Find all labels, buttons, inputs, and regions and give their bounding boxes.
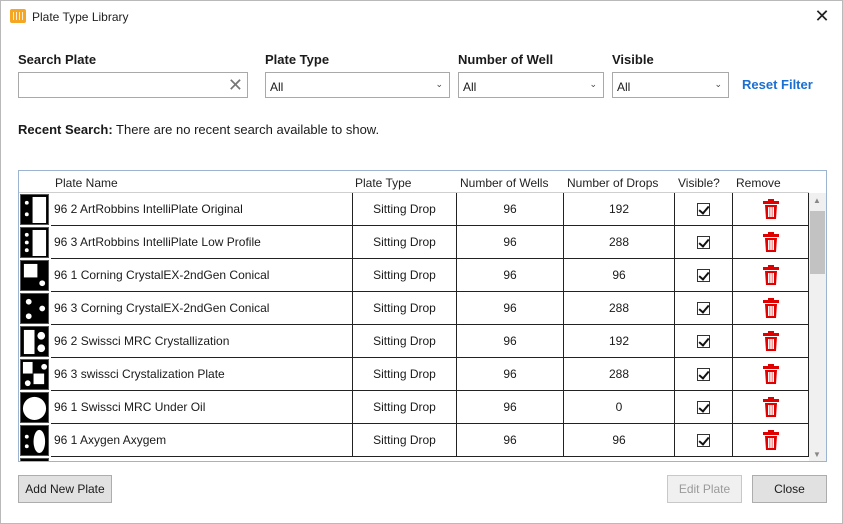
remove-cell	[733, 325, 809, 358]
number-of-wells-cell[interactable]	[457, 325, 564, 358]
visible-checkbox[interactable]	[697, 368, 710, 381]
number-of-drops-cell[interactable]	[564, 424, 675, 457]
number-of-well-select[interactable]	[458, 72, 604, 98]
visible-selected: All	[617, 80, 631, 94]
number-of-wells-cell[interactable]	[457, 358, 564, 391]
number-of-wells-cell-text: 96	[503, 367, 517, 381]
trash-icon[interactable]	[762, 231, 780, 253]
column-header-plate-type[interactable]: Plate Type	[355, 176, 412, 190]
plate-thumbnail	[20, 326, 49, 357]
visible-cell	[675, 259, 733, 292]
plate-type-cell[interactable]	[353, 259, 457, 292]
table-row[interactable]	[19, 325, 809, 358]
plate-name-cell-text: 96 2 Swissci MRC Crystallization	[54, 334, 230, 348]
number-of-drops-cell-text: 96	[612, 268, 626, 282]
number-of-wells-cell[interactable]	[457, 424, 564, 457]
plate-name-cell-text: 96 3 Corning CrystalEX-2ndGen Conical	[54, 301, 270, 315]
plate-type-select[interactable]	[265, 72, 450, 98]
visible-checkbox[interactable]	[697, 269, 710, 282]
plate-name-cell-text: 96 3 ArtRobbins IntelliPlate Low Profile	[54, 235, 261, 249]
plate-type-cell-text: Sitting Drop	[373, 334, 436, 348]
add-new-plate-button[interactable]: Add New Plate	[18, 475, 112, 503]
plate-name-cell[interactable]	[51, 226, 353, 259]
number-of-drops-cell[interactable]	[564, 193, 675, 226]
column-header-number-of-drops[interactable]: Number of Drops	[567, 176, 659, 190]
plate-type-cell[interactable]	[353, 325, 457, 358]
plate-type-cell-text: Sitting Drop	[373, 367, 436, 381]
plate-name-cell[interactable]	[51, 325, 353, 358]
trash-icon[interactable]	[762, 396, 780, 418]
number-of-drops-cell-text: 96	[612, 433, 626, 447]
number-of-drops-cell-text: 192	[608, 334, 630, 348]
trash-icon[interactable]	[762, 198, 780, 220]
search-plate-label: Search Plate	[18, 52, 97, 67]
remove-cell	[733, 226, 809, 259]
visible-cell	[675, 325, 733, 358]
number-of-wells-cell-text: 96	[503, 268, 517, 282]
number-of-wells-cell-text: 96	[503, 400, 517, 414]
trash-icon[interactable]	[762, 429, 780, 451]
number-of-wells-cell-text: 96	[503, 301, 517, 315]
close-button[interactable]: Close	[752, 475, 827, 503]
search-plate-input[interactable]	[19, 73, 247, 97]
remove-cell	[733, 193, 809, 226]
remove-cell	[733, 424, 809, 457]
plate-name-cell[interactable]	[51, 193, 353, 226]
number-of-wells-cell-text: 96	[503, 433, 517, 447]
remove-cell	[733, 259, 809, 292]
number-of-drops-cell-text: 288	[608, 301, 630, 315]
reset-filter-link[interactable]: Reset Filter	[742, 77, 813, 92]
visible-cell	[675, 226, 733, 259]
plate-thumbnail	[20, 458, 49, 462]
number-of-well-label: Number of Well	[458, 52, 554, 67]
plate-name-cell-text: 96 1 Axygen Axygem	[54, 433, 167, 447]
table-row[interactable]	[19, 424, 809, 457]
plate-thumbnail	[20, 425, 49, 456]
number-of-well-selected: All	[463, 80, 477, 94]
plate-thumbnail	[20, 194, 49, 225]
plate-type-cell-text: Sitting Drop	[373, 235, 436, 249]
visible-checkbox[interactable]	[697, 203, 710, 216]
number-of-drops-cell-text: 288	[608, 235, 630, 249]
trash-icon[interactable]	[762, 363, 780, 385]
plate-name-cell-text: 96 2 ArtRobbins IntelliPlate Original	[54, 202, 243, 216]
number-of-drops-cell-text: 0	[615, 400, 623, 414]
number-of-drops-cell[interactable]	[564, 391, 675, 424]
visible-cell	[675, 391, 733, 424]
visible-checkbox[interactable]	[697, 236, 710, 249]
plate-type-cell[interactable]	[353, 292, 457, 325]
number-of-drops-cell[interactable]	[564, 358, 675, 391]
visible-checkbox[interactable]	[697, 302, 710, 315]
plate-type-cell-text: Sitting Drop	[373, 433, 436, 447]
plate-thumbnail	[20, 227, 49, 258]
plate-type-cell[interactable]	[353, 193, 457, 226]
visible-cell	[675, 424, 733, 457]
remove-cell	[733, 292, 809, 325]
number-of-wells-cell[interactable]	[457, 193, 564, 226]
column-header-remove[interactable]: Remove	[736, 176, 781, 190]
plate-type-cell[interactable]	[353, 391, 457, 424]
trash-icon[interactable]	[762, 297, 780, 319]
scroll-thumb[interactable]	[810, 211, 825, 274]
plate-type-cell-text: Sitting Drop	[373, 301, 436, 315]
trash-icon[interactable]	[762, 264, 780, 286]
number-of-wells-cell[interactable]	[457, 391, 564, 424]
table-row[interactable]	[19, 292, 809, 325]
visible-label: Visible	[612, 52, 654, 67]
search-plate-field[interactable]	[18, 72, 248, 98]
window-title: Plate Type Library	[32, 10, 129, 24]
chevron-down-icon: ⌄	[589, 79, 597, 89]
plate-name-cell[interactable]	[51, 259, 353, 292]
column-header-number-of-wells[interactable]: Number of Wells	[460, 176, 549, 190]
number-of-wells-cell-text: 96	[503, 334, 517, 348]
scroll-down-icon[interactable]: ▼	[813, 450, 821, 459]
chevron-down-icon: ⌄	[435, 79, 443, 89]
plate-type-selected: All	[270, 80, 284, 94]
clear-search-icon[interactable]: ✕	[227, 75, 243, 95]
chevron-down-icon: ⌄	[714, 79, 722, 89]
visible-checkbox[interactable]	[697, 434, 710, 447]
visible-cell	[675, 358, 733, 391]
edit-plate-button[interactable]: Edit Plate	[667, 475, 742, 503]
number-of-drops-cell[interactable]	[564, 292, 675, 325]
table-header	[19, 171, 809, 193]
remove-cell	[733, 391, 809, 424]
recent-search	[18, 122, 379, 137]
remove-cell	[733, 358, 809, 391]
number-of-drops-cell-text: 288	[608, 367, 630, 381]
trash-icon[interactable]	[762, 330, 780, 352]
plate-thumbnail	[20, 392, 49, 423]
table-row[interactable]	[19, 226, 809, 259]
number-of-wells-cell-text: 96	[503, 235, 517, 249]
plate-type-cell-text: Sitting Drop	[373, 202, 436, 216]
table-row-partial	[19, 457, 809, 462]
scroll-up-icon[interactable]: ▲	[813, 196, 821, 205]
table-row[interactable]	[19, 391, 809, 424]
plate-name-cell[interactable]	[51, 292, 353, 325]
visible-checkbox[interactable]	[697, 335, 710, 348]
plate-name-cell-text: 96 1 Swissci MRC Under Oil	[54, 400, 206, 414]
number-of-wells-cell[interactable]	[457, 226, 564, 259]
number-of-wells-cell-text: 96	[503, 202, 517, 216]
plate-name-cell-text: 96 3 swissci Crystalization Plate	[54, 367, 225, 381]
visible-cell	[675, 292, 733, 325]
plate-name-cell[interactable]	[51, 358, 353, 391]
visible-select[interactable]	[612, 72, 729, 98]
plate-thumbnail	[20, 260, 49, 291]
plate-name-cell-text: 96 1 Corning CrystalEX-2ndGen Conical	[54, 268, 270, 282]
plate-type-cell-text: Sitting Drop	[373, 268, 436, 282]
plate-table	[18, 170, 827, 462]
plate-library-app-icon	[10, 9, 26, 23]
recent-search-message: There are no recent search available to show.	[116, 122, 380, 137]
table-row[interactable]	[19, 193, 809, 226]
number-of-drops-cell[interactable]	[564, 259, 675, 292]
number-of-drops-cell-text: 192	[608, 202, 630, 216]
plate-type-cell-text: Sitting Drop	[373, 400, 436, 414]
number-of-drops-cell[interactable]	[564, 226, 675, 259]
number-of-drops-cell[interactable]	[564, 325, 675, 358]
number-of-wells-cell[interactable]	[457, 292, 564, 325]
visible-checkbox[interactable]	[697, 401, 710, 414]
vertical-scrollbar[interactable]	[809, 193, 826, 462]
table-row[interactable]	[19, 259, 809, 292]
column-header-visible[interactable]: Visible?	[678, 176, 720, 190]
plate-type-cell[interactable]	[353, 226, 457, 259]
plate-type-label: Plate Type	[265, 52, 330, 67]
window-close-button[interactable]: ✕	[814, 6, 830, 26]
table-row[interactable]	[19, 358, 809, 391]
plate-thumbnail	[20, 293, 49, 324]
plate-thumbnail	[20, 359, 49, 390]
plate-type-cell[interactable]	[353, 358, 457, 391]
column-header-plate-name[interactable]: Plate Name	[55, 176, 118, 190]
visible-cell	[675, 193, 733, 226]
title-bar	[1, 1, 842, 32]
plate-type-cell[interactable]	[353, 424, 457, 457]
plate-name-cell[interactable]	[51, 424, 353, 457]
recent-search-label: Recent Search:	[18, 122, 113, 137]
plate-name-cell[interactable]	[51, 391, 353, 424]
number-of-wells-cell[interactable]	[457, 259, 564, 292]
